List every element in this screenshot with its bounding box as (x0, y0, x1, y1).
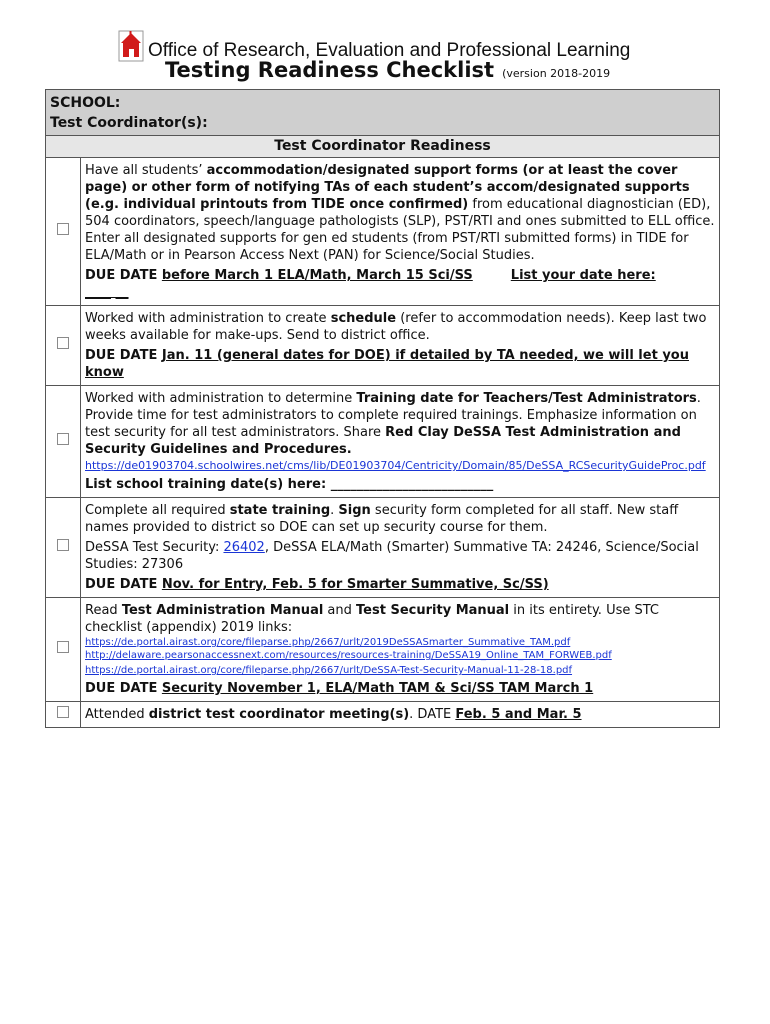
due-label: DUE DATE (85, 577, 162, 592)
item-bold-text: Red Clay DeSSA Test Administration and Security Guidelines and Procedures. (85, 425, 681, 457)
checkbox-cell (46, 598, 81, 702)
item-text-part: Attended (85, 707, 149, 722)
security-label: DeSSA Test Security: (85, 540, 224, 555)
item-text (85, 390, 715, 458)
item-bold-text: schedule (330, 311, 397, 326)
security-guidelines-link[interactable]: https://de01903704.schoolwires.net/cms/lib/DE01903704/Centricity/Domain/85/DeSSA_RCSecurityGuideProc.pdf (85, 459, 706, 472)
due-text: Jan. 11 (general dates for DOE) if detailed by TA needed, we will let you know (85, 348, 689, 380)
checklist-table (45, 89, 720, 728)
item-content (81, 158, 720, 306)
coordinator-label: Test Coordinator(s): (50, 115, 208, 131)
item-content (81, 598, 720, 702)
pearson-tam-link[interactable]: http://delaware.pearsonaccessnext.com/resources/resources-training/DeSSA19_Online_TAM_FORWEB.pdf (85, 650, 612, 661)
checklist-item (46, 386, 720, 498)
security-manual-link[interactable]: https://de.portal.airast.org/core/fileparse.php/2667/urlt/DeSSA-Test-Security-Manual-11-28-18.pdf (85, 665, 573, 676)
item-text-part: . DATE (409, 707, 456, 722)
item-text-part: Worked with administration to determine (85, 391, 357, 406)
tam-link[interactable]: https://de.portal.airast.org/core/fileparse.php/2667/urlt/2019DeSSASmarter_Summative_TAM.pdf (85, 637, 571, 648)
version-label: (version 2018-2019 (502, 67, 611, 80)
org-name: Office of Research, Evaluation and Professional Learning (148, 40, 631, 61)
item-content (81, 386, 720, 498)
item-text-part: . (330, 503, 339, 518)
section-title: Test Coordinator Readiness (46, 136, 720, 158)
due-date-line (85, 576, 715, 593)
date-blank[interactable]: ____ __ (85, 285, 129, 300)
security-rest: , DeSSA ELA/Math (Smarter) Summative TA: 24246, Science/Social Studies: 27306 (85, 540, 699, 572)
item-text-part: Have all students’ (85, 163, 207, 178)
item-text-part: (refer to accommodation needs). Keep last two weeks available for make-ups. Send to district office. (85, 311, 707, 343)
item-checkbox[interactable] (57, 337, 69, 349)
schoolhouse-icon (118, 30, 144, 62)
checklist-item (46, 598, 720, 702)
item-text-part: in its entirety. Use STC checklist (appendix) 2019 links: (85, 603, 660, 635)
checklist-item (46, 306, 720, 386)
list-date-label: List school training date(s) here: (85, 477, 331, 492)
item-text-part: . Provide time for test administrators to complete required trainings. Emphasize information on test security for all test administrators. Share (85, 391, 701, 440)
item-text-part: Worked with administration to create (85, 311, 331, 326)
item-bold-text: Training date for Teachers/Test Administrators (356, 391, 697, 406)
item-bold-text: accommodation/designated support forms (or at least the cover page) or other form of notifying TAs of each student’s accom/designated supports (e.g. individual printouts from TIDE once confirmed) (85, 163, 690, 212)
due-date-line (85, 267, 715, 301)
item-content (81, 498, 720, 598)
item-checkbox[interactable] (57, 706, 69, 718)
item-checkbox[interactable] (57, 641, 69, 653)
due-label: DUE DATE (85, 681, 162, 696)
document-title: Testing Readiness Checklist (165, 58, 495, 82)
section-row (46, 136, 720, 158)
item-text (85, 310, 715, 344)
info-row (46, 90, 720, 136)
due-label: DUE DATE (85, 268, 162, 283)
info-cell (46, 90, 720, 136)
security-code-link[interactable]: 26402 (223, 540, 265, 555)
list-date-label: List your date here: (510, 268, 656, 283)
item-content (81, 702, 720, 728)
item-text-part: from educational diagnostician (ED), 504 coordinators, speech/language pathologists (SLP), PST/RTI and ones submitted to ELL office. Enter all designated supports for gen ed students (from PST/RTI submitted forms) in TIDE for ELA/Math or in Pearson Access Next (PAN) for Science/Social Studies. (85, 197, 715, 263)
due-text: Feb. 5 and Mar. 5 (455, 707, 582, 722)
item-text (85, 502, 715, 536)
date-blank[interactable]: _________________________ (330, 477, 494, 492)
item-bold-text: Test Security Manual (356, 603, 510, 618)
checklist-item (46, 158, 720, 306)
due-date-line (85, 680, 715, 697)
checklist-item (46, 498, 720, 598)
item-text (85, 162, 715, 264)
item-bold-text: Test Administration Manual (121, 603, 324, 618)
title-line (165, 58, 610, 82)
item-text-part: Complete all required (85, 503, 230, 518)
item-checkbox[interactable] (57, 539, 69, 551)
checkbox-cell (46, 158, 81, 306)
item-text-part: and (323, 603, 357, 618)
item-text-part: security form completed for all staff. New staff names provided to district so DOE can set up security course for them. (85, 503, 679, 535)
due-text: Nov. for Entry, Feb. 5 for Smarter Summative, Sc/SS) (161, 577, 549, 592)
item-text-part: Read (85, 603, 122, 618)
due-text: before March 1 ELA/Math, March 15 Sci/SS (161, 268, 473, 283)
checkbox-cell (46, 386, 81, 498)
school-label: SCHOOL: (50, 95, 121, 111)
checkbox-cell (46, 306, 81, 386)
due-date-line (85, 347, 715, 381)
item-text (85, 602, 715, 636)
due-text: Security November 1, ELA/Math TAM & Sci/SS TAM March 1 (161, 681, 594, 696)
item-checkbox[interactable] (57, 433, 69, 445)
item-text (85, 706, 715, 723)
training-date-line (85, 476, 715, 493)
security-codes-line (85, 539, 715, 573)
item-content (81, 306, 720, 386)
item-bold-text: Sign (338, 503, 371, 518)
checkbox-cell (46, 498, 81, 598)
item-bold-text: state training (229, 503, 331, 518)
checklist-item (46, 702, 720, 728)
checkbox-cell (46, 702, 81, 728)
item-bold-text: district test coordinator meeting(s) (148, 707, 410, 722)
due-label: DUE DATE (85, 348, 162, 363)
org-line (118, 22, 630, 62)
item-checkbox[interactable] (57, 223, 69, 235)
